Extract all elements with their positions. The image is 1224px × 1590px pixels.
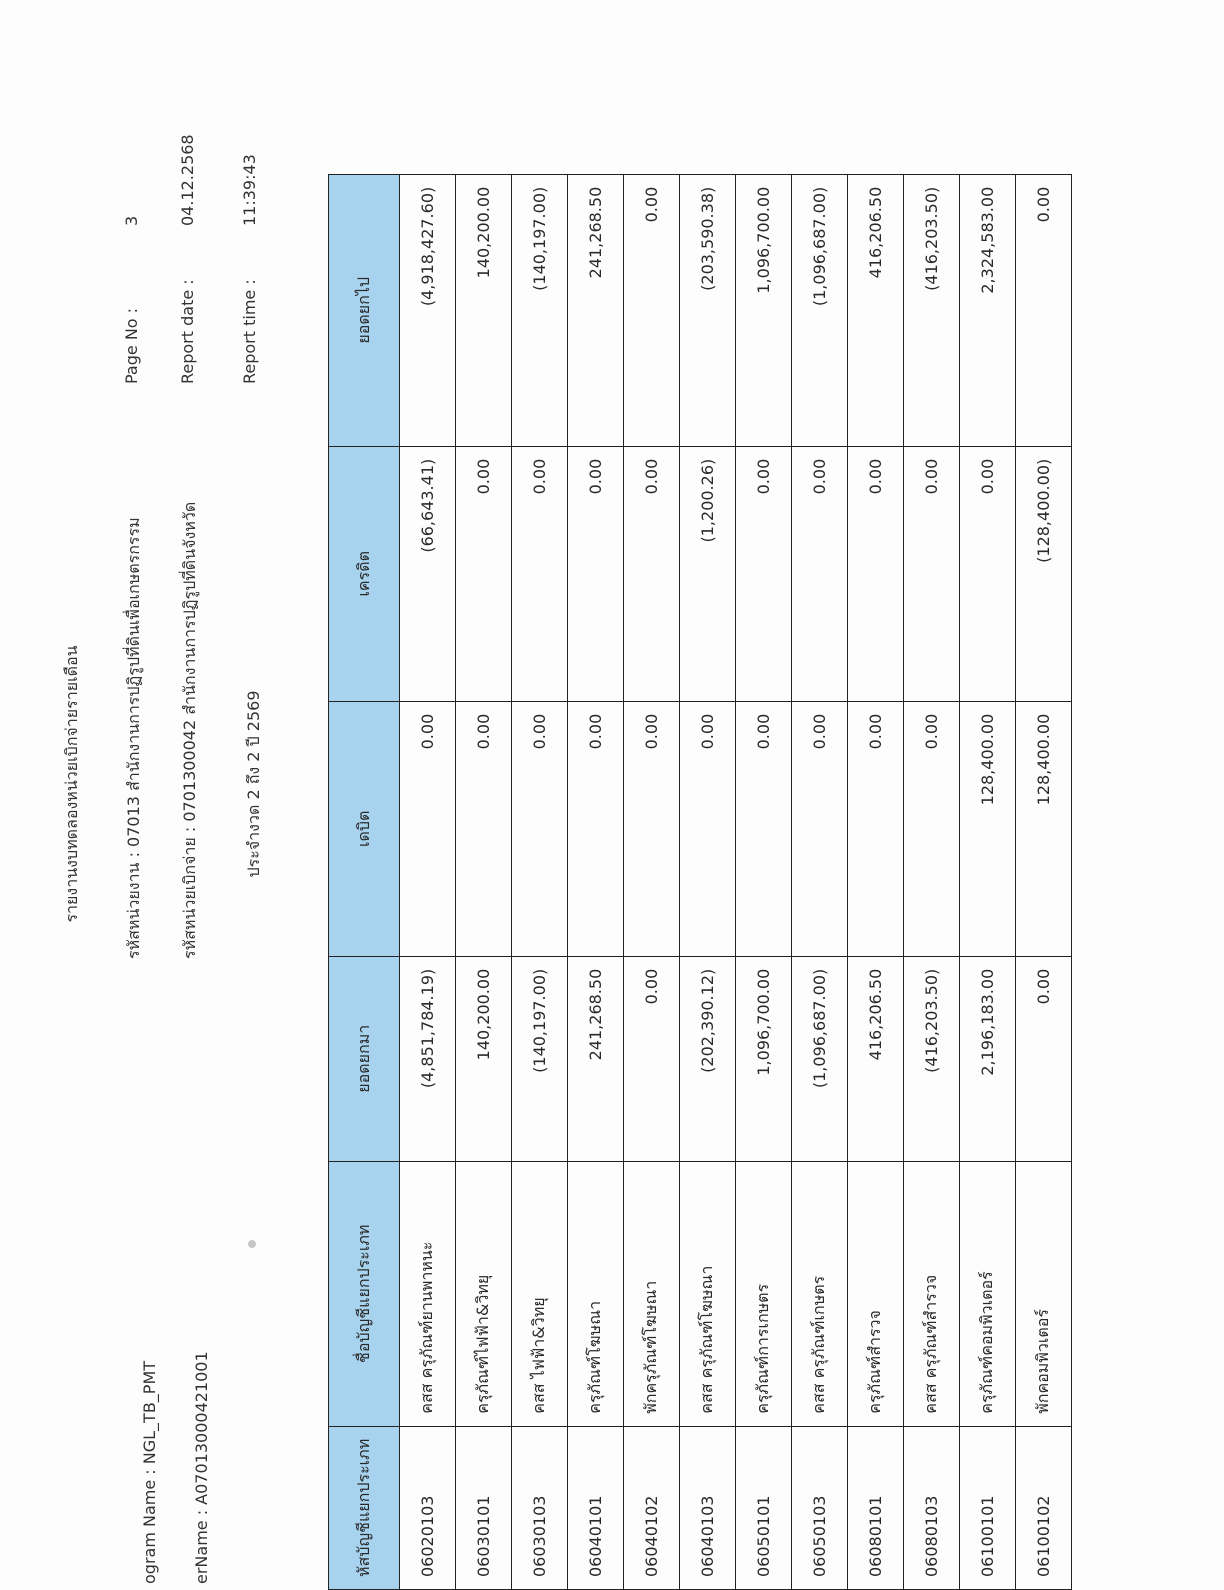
- cell-opening-balance: 0.00: [624, 956, 680, 1161]
- cell-opening-balance: 2,196,183.00: [960, 956, 1016, 1161]
- user-name: erName : A07013000421001: [192, 1351, 211, 1584]
- cell-account-name: คสส ไฟฟ้า&วิทยุ: [512, 1161, 568, 1426]
- cell-debit: 0.00: [400, 701, 456, 956]
- cell-credit: 0.00: [456, 446, 512, 701]
- scan-mark: [248, 1240, 256, 1248]
- cell-opening-balance: 140,200.00: [456, 956, 512, 1161]
- cell-closing-balance: (140,197.00): [512, 174, 568, 446]
- cell-debit: 0.00: [512, 701, 568, 956]
- cell-opening-balance: 416,206.50: [848, 956, 904, 1161]
- col-header-credit: เครดิต: [329, 446, 400, 701]
- cell-opening-balance: 0.00: [1016, 956, 1072, 1161]
- cell-closing-balance: 2,324,583.00: [960, 174, 1016, 446]
- report-time-label: Report time :: [240, 279, 259, 384]
- report-title: รายงานงบทดลองหน่วยเบิกจ่ายรายเดือน: [62, 645, 81, 923]
- cell-closing-balance: 0.00: [624, 174, 680, 446]
- report-time-value: 11:39:43: [240, 154, 259, 226]
- cell-account-code: 06080103: [904, 1426, 960, 1589]
- cell-account-code: 06080101: [848, 1426, 904, 1589]
- disb-unit: รหัสหน่วยเบิกจ่าย : 0701300042 สำนักงานการปฏิรูปที่ดินจังหวัด: [180, 501, 199, 959]
- dept-code: รหัสหน่วยงาน : 07013 สำนักงานการปฏิรูปที่ดินเพื่อเกษตรกรรม: [124, 517, 143, 959]
- cell-account-code: 06050101: [736, 1426, 792, 1589]
- table-row: [904, 174, 960, 1589]
- cell-account-name: ครุภัณฑ์การเกษตร: [736, 1161, 792, 1426]
- cell-closing-balance: 416,206.50: [848, 174, 904, 446]
- cell-account-code: 06020103: [400, 1426, 456, 1589]
- cell-account-code: 06100102: [1016, 1426, 1072, 1589]
- cell-closing-balance: 241,268.50: [568, 174, 624, 446]
- col-header-account-code: หัสบัญชีแยกประเภท: [329, 1426, 400, 1589]
- cell-account-code: 06050103: [792, 1426, 848, 1589]
- cell-account-code: 06030103: [512, 1426, 568, 1589]
- cell-closing-balance: (1,096,687.00): [792, 174, 848, 446]
- cell-credit: 0.00: [848, 446, 904, 701]
- cell-credit: 0.00: [960, 446, 1016, 701]
- col-header-debit: เดบิต: [329, 701, 400, 956]
- cell-account-code: 06040103: [680, 1426, 736, 1589]
- trial-balance-table: [328, 174, 1072, 1590]
- cell-debit: 0.00: [568, 701, 624, 956]
- cell-debit: 0.00: [624, 701, 680, 956]
- table-row: [848, 174, 904, 1589]
- cell-closing-balance: 0.00: [1016, 174, 1072, 446]
- cell-opening-balance: (416,203.50): [904, 956, 960, 1161]
- cell-closing-balance: (416,203.50): [904, 174, 960, 446]
- cell-debit: 0.00: [456, 701, 512, 956]
- cell-debit: 0.00: [904, 701, 960, 956]
- cell-debit: 128,400.00: [960, 701, 1016, 956]
- cell-credit: 0.00: [736, 446, 792, 701]
- cell-opening-balance: (1,096,687.00): [792, 956, 848, 1161]
- table-row: [568, 174, 624, 1589]
- col-header-opening-balance: ยอดยกมา: [329, 956, 400, 1161]
- cell-credit: 0.00: [904, 446, 960, 701]
- cell-closing-balance: 1,096,700.00: [736, 174, 792, 446]
- cell-debit: 0.00: [848, 701, 904, 956]
- cell-debit: 0.00: [792, 701, 848, 956]
- cell-closing-balance: (203,590.38): [680, 174, 736, 446]
- table-row: [792, 174, 848, 1589]
- cell-credit: 0.00: [624, 446, 680, 701]
- cell-opening-balance: 241,268.50: [568, 956, 624, 1161]
- table-row: [512, 174, 568, 1589]
- cell-opening-balance: (202,390.12): [680, 956, 736, 1161]
- cell-closing-balance: (4,918,427.60): [400, 174, 456, 446]
- table-row: [680, 174, 736, 1589]
- table-header-row: [329, 174, 400, 1589]
- cell-debit: 0.00: [736, 701, 792, 956]
- cell-account-name: ครุภัณฑ์คอมพิวเตอร์: [960, 1161, 1016, 1426]
- cell-opening-balance: (4,851,784.19): [400, 956, 456, 1161]
- cell-account-name: พักคอมพิวเตอร์: [1016, 1161, 1072, 1426]
- table-row: [624, 174, 680, 1589]
- table-row: [736, 174, 792, 1589]
- cell-opening-balance: (140,197.00): [512, 956, 568, 1161]
- cell-account-name: คสส ครุภัณฑ์สำรวจ: [904, 1161, 960, 1426]
- cell-debit: 0.00: [680, 701, 736, 956]
- cell-account-name: คสส ครุภัณฑ์โฆษณา: [680, 1161, 736, 1426]
- cell-credit: 0.00: [568, 446, 624, 701]
- table-row: [1016, 174, 1072, 1589]
- col-header-closing-balance: ยอดยกไป: [329, 174, 400, 446]
- cell-credit: 0.00: [792, 446, 848, 701]
- cell-account-name: ครุภัณฑ์สำรวจ: [848, 1161, 904, 1426]
- program-name: ogram Name : NGL_TB_PMT: [140, 1360, 159, 1584]
- table-row: [400, 174, 456, 1589]
- report-date-label: Report date :: [178, 279, 197, 384]
- cell-credit: (128,400.00): [1016, 446, 1072, 701]
- cell-debit: 128,400.00: [1016, 701, 1072, 956]
- cell-opening-balance: 1,096,700.00: [736, 956, 792, 1161]
- page-no-label: Page No :: [122, 307, 141, 384]
- cell-account-name: พักครุภัณฑ์โฆษณา: [624, 1161, 680, 1426]
- cell-credit: (1,200.26): [680, 446, 736, 701]
- table-row: [456, 174, 512, 1589]
- cell-account-name: คสส ครุภัณฑ์เกษตร: [792, 1161, 848, 1426]
- cell-account-name: ครุภัณฑ์โฆษณา: [568, 1161, 624, 1426]
- report-period: ประจำงวด 2 ถึง 2 ปี 2569: [244, 690, 263, 878]
- cell-account-name: ครุภัณฑ์ไฟฟ้า&วิทยุ: [456, 1161, 512, 1426]
- page-no-value: 3: [122, 215, 141, 226]
- cell-account-code: 06040101: [568, 1426, 624, 1589]
- cell-account-code: 06030101: [456, 1426, 512, 1589]
- table-row: [960, 174, 1016, 1589]
- cell-credit: 0.00: [512, 446, 568, 701]
- report-date-value: 04.12.2568: [178, 134, 197, 226]
- col-header-account-name: ชื่อบัญชีแยกประเภท: [329, 1161, 400, 1426]
- cell-closing-balance: 140,200.00: [456, 174, 512, 446]
- cell-credit: (66,643.41): [400, 446, 456, 701]
- cell-account-code: 06100101: [960, 1426, 1016, 1589]
- cell-account-name: คสส ครุภัณฑ์ยานพาหนะ: [400, 1161, 456, 1426]
- cell-account-code: 06040102: [624, 1426, 680, 1589]
